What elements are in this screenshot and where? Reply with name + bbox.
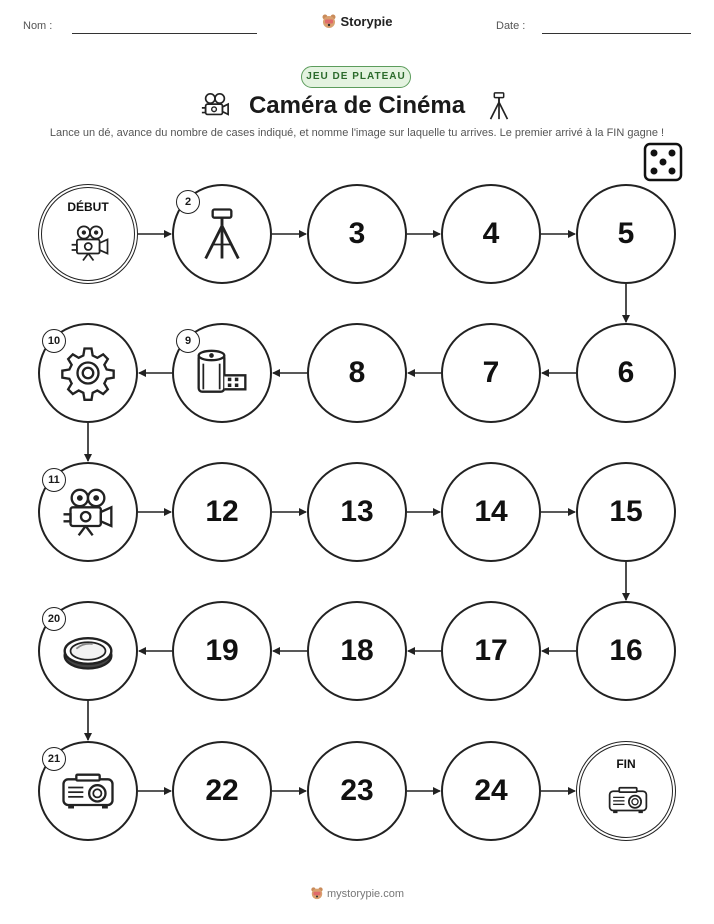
film-reel-icon	[194, 345, 250, 401]
board-cell-14: 14	[441, 462, 541, 562]
game-type-badge: JEU DE PLATEAU	[301, 66, 411, 88]
end-label: FIN	[616, 757, 636, 771]
board-cell-8: 8	[307, 323, 407, 423]
board-cell-17: 17	[441, 601, 541, 701]
gear-icon	[60, 345, 116, 401]
board-cell-6: 6	[576, 323, 676, 423]
film-camera-icon	[69, 222, 111, 264]
board-cell-13: 13	[307, 462, 407, 562]
cell-number-badge: 10	[42, 329, 66, 353]
footer-url[interactable]: mystorypie.com	[326, 888, 405, 900]
board-cell-3: 3	[307, 184, 407, 284]
cell-number-badge: 9	[176, 329, 200, 353]
film-camera-icon	[60, 484, 116, 540]
board-cell-4: 4	[441, 184, 541, 284]
brand-name: Storypie	[340, 14, 393, 29]
game-instructions: Lance un dé, avance du nombre de cases indiqué, et nomme l'image sur laquelle tu arrives. Le premier arrivé à la FIN gagne !	[49, 127, 665, 139]
date-label: Date :	[496, 20, 526, 32]
projector-icon	[60, 763, 116, 819]
bear-logo-icon	[310, 886, 324, 900]
tripod-icon	[194, 206, 250, 262]
board-cell-24: 24	[441, 741, 541, 841]
board-cell-5: 5	[576, 184, 676, 284]
footer	[0, 886, 714, 900]
board-cell-15: 15	[576, 462, 676, 562]
cell-number-badge: 11	[42, 468, 66, 492]
page-title: Caméra de Cinéma	[248, 92, 466, 119]
board-cell-18: 18	[307, 601, 407, 701]
start-label: DÉBUT	[67, 200, 109, 214]
projector-icon	[607, 779, 649, 821]
board-cell-19: 19	[172, 601, 272, 701]
cell-number-badge: 2	[176, 190, 200, 214]
cell-number-badge: 21	[42, 747, 66, 771]
board-cell-22: 22	[172, 741, 272, 841]
board-cell-23: 23	[307, 741, 407, 841]
board-cell-12: 12	[172, 462, 272, 562]
lens-filter-icon	[60, 623, 116, 679]
start-cell	[38, 184, 138, 284]
end-cell	[576, 741, 676, 841]
board-cell-16: 16	[576, 601, 676, 701]
board-cell-7: 7	[441, 323, 541, 423]
cell-number-badge: 20	[42, 607, 66, 631]
name-label: Nom :	[23, 20, 53, 32]
